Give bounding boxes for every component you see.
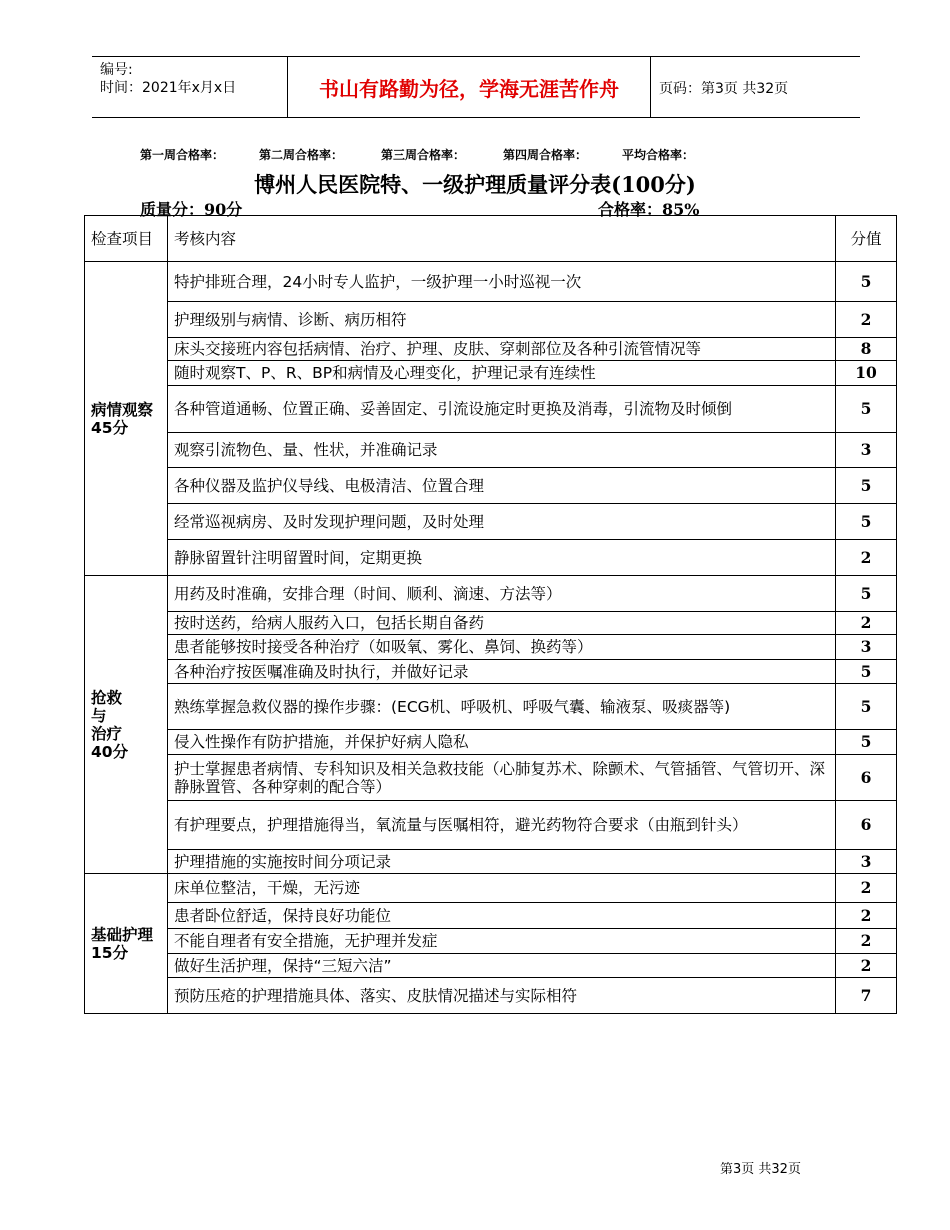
table-row [85, 801, 897, 850]
score-cell: 2 [836, 874, 897, 903]
content-cell: 床头交接班内容包括病情、治疗、护理、皮肤、穿刺部位及各种引流管情况等 [168, 338, 836, 361]
table-row [85, 660, 897, 684]
page-info: 页码：第3页 共32页 [659, 81, 789, 97]
table-row [85, 635, 897, 660]
score-cell: 5 [836, 386, 897, 433]
score-cell: 3 [836, 850, 897, 874]
content-cell: 各种管道通畅、位置正确、妥善固定、引流设施定时更换及消毒，引流物及时倾倒 [168, 386, 836, 433]
average-rate: 平均合格率： [622, 148, 695, 162]
header-score: 分值 [836, 216, 897, 262]
table-row [85, 850, 897, 874]
content-cell: 用药及时准确，安排合理（时间、顺利、滴速、方法等） [168, 576, 836, 612]
score-cell: 5 [836, 468, 897, 504]
table-header-row [85, 216, 897, 262]
content-cell: 特护排班合理，24小时专人监护，一级护理一小时巡视一次 [168, 262, 836, 302]
table-row [85, 302, 897, 338]
score-cell: 5 [836, 684, 897, 730]
table-row [85, 612, 897, 635]
table-row [85, 954, 897, 978]
motto: 书山有路勤为径，学海无涯苦作舟 [287, 57, 651, 117]
content-cell: 随时观察T、P、R、BP和病情及心理变化，护理记录有连续性 [168, 361, 836, 386]
table-row [85, 361, 897, 386]
score-cell: 2 [836, 540, 897, 576]
quality-score: 质量分：90分 [140, 200, 243, 219]
pass-rate: 合格率：85% [598, 200, 700, 219]
table-row [85, 755, 897, 801]
content-cell: 患者卧位舒适，保持良好功能位 [168, 903, 836, 929]
score-cell: 5 [836, 660, 897, 684]
table-row [85, 338, 897, 361]
content-cell: 不能自理者有安全措施，无护理并发症 [168, 929, 836, 954]
page-header [92, 56, 860, 118]
table-row [85, 540, 897, 576]
score-cell: 5 [836, 576, 897, 612]
score-cell: 2 [836, 612, 897, 635]
score-cell: 7 [836, 978, 897, 1014]
header-meta [100, 61, 236, 97]
content-cell: 各种仪器及监护仪导线、电极清洁、位置合理 [168, 468, 836, 504]
content-cell: 熟练掌握急救仪器的操作步骤：(ECG机、呼吸机、呼吸气囊、输液泵、吸痰器等) [168, 684, 836, 730]
time-label: 时间：2021年x月x日 [100, 80, 237, 96]
score-cell: 5 [836, 730, 897, 755]
score-cell: 2 [836, 929, 897, 954]
content-cell: 观察引流物色、量、性状，并准确记录 [168, 433, 836, 468]
content-cell: 护士掌握患者病情、专科知识及相关急救技能（心肺复苏术、除颤术、气管插管、气管切开、深静脉置管、各种穿刺的配合等） [168, 755, 836, 801]
score-cell: 3 [836, 433, 897, 468]
category-cell: 基础护理 15分 [85, 874, 168, 1014]
table-row [85, 504, 897, 540]
table-row [85, 929, 897, 954]
content-cell: 患者能够按时接受各种治疗（如吸氧、雾化、鼻饲、换药等） [168, 635, 836, 660]
content-cell: 静脉留置针注明留置时间，定期更换 [168, 540, 836, 576]
score-cell: 5 [836, 262, 897, 302]
category-cell: 病情观察 45分 [85, 262, 168, 576]
header-category: 检查项目 [85, 216, 168, 262]
header-content: 考核内容 [168, 216, 836, 262]
score-cell: 2 [836, 903, 897, 929]
table-row [85, 874, 897, 903]
table-row [85, 978, 897, 1014]
content-cell: 有护理要点，护理措施得当，氧流量与医嘱相符，避光药物符合要求（由瓶到针头） [168, 801, 836, 850]
page-footer: 第3页 共32页 [720, 1162, 801, 1177]
table-row [85, 684, 897, 730]
table-row [85, 903, 897, 929]
content-cell: 各种治疗按医嘱准确及时执行，并做好记录 [168, 660, 836, 684]
score-cell: 10 [836, 361, 897, 386]
content-cell: 做好生活护理，保持“三短六洁” [168, 954, 836, 978]
table-row [85, 386, 897, 433]
score-cell: 2 [836, 302, 897, 338]
week4-rate: 第四周合格率： [503, 148, 588, 162]
content-cell: 预防压疮的护理措施具体、落实、皮肤情况描述与实际相符 [168, 978, 836, 1014]
content-cell: 护理级别与病情、诊断、病历相符 [168, 302, 836, 338]
content-cell: 侵入性操作有防护措施，并保护好病人隐私 [168, 730, 836, 755]
table-row [85, 730, 897, 755]
score-cell: 5 [836, 504, 897, 540]
score-cell: 8 [836, 338, 897, 361]
content-cell: 床单位整洁，干燥，无污迹 [168, 874, 836, 903]
week3-rate: 第三周合格率： [381, 148, 466, 162]
score-cell: 2 [836, 954, 897, 978]
content-cell: 经常巡视病房、及时发现护理问题，及时处理 [168, 504, 836, 540]
table-row [85, 576, 897, 612]
table-row [85, 262, 897, 302]
content-cell: 按时送药，给病人服药入口，包括长期自备药 [168, 612, 836, 635]
score-table [84, 215, 897, 1014]
table-row [85, 433, 897, 468]
content-cell: 护理措施的实施按时间分项记录 [168, 850, 836, 874]
score-cell: 6 [836, 801, 897, 850]
page-title: 博州人民医院特、一级护理质量评分表(100分) [254, 172, 696, 197]
score-cell: 3 [836, 635, 897, 660]
table-row [85, 468, 897, 504]
number-label: 编号: [100, 62, 133, 78]
category-cell: 抢救 与 治疗 40分 [85, 576, 168, 874]
week2-rate: 第二周合格率： [259, 148, 344, 162]
score-cell: 6 [836, 755, 897, 801]
week1-rate: 第一周合格率： [140, 148, 225, 162]
